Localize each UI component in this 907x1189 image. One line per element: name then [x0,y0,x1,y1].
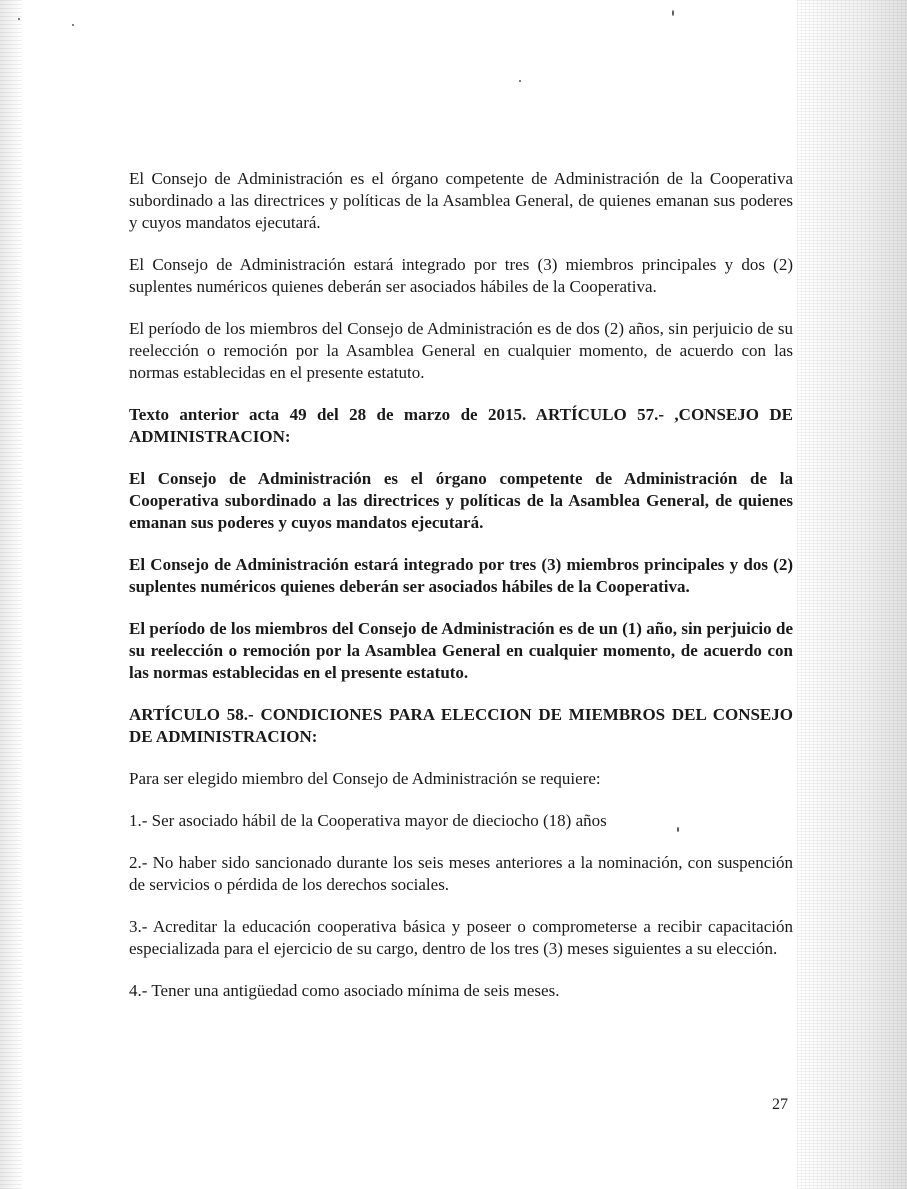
paragraph-consejo-periodo: El período de los miembros del Consejo de Administración es de dos (2) años, sin perjuicio de su reelección o remoción por la Asamblea General en cualquier momento, de acuerdo con las normas establecidas en el presente estatuto. [129,319,793,382]
paragraph-requisitos-intro: Para ser elegido miembro del Consejo de Administración se requiere: [129,769,601,788]
list-item-requisito-3: 3.- Acreditar la educación cooperativa básica y poseer o comprometerse a recibir capacitación especializada para el ejercicio de su cargo, dentro de los tres (3) meses siguientes a su elección. [129,917,793,958]
paragraph-consejo-integracion: El Consejo de Administración estará integrado por tres (3) miembros principales y dos (2) suplentes numéricos quienes deberán ser asociados hábiles de la Cooperativa. [129,255,793,296]
heading-articulo-58: ARTÍCULO 58.- CONDICIONES PARA ELECCION DE MIEMBROS DEL CONSEJO DE ADMINISTRACION: [129,705,793,746]
paragraph-anterior-periodo: El período de los miembros del Consejo de Administración es de un (1) año, sin perjuicio de su reelección o remoción por la Asamblea General en cualquier momento, de acuerdo con las normas establecidas en el presente estatuto. [129,619,793,682]
paragraph-consejo-definicion: El Consejo de Administración es el órgano competente de Administración de la Cooperativa subordinado a las directrices y políticas de la Asamblea General, de quienes emanan sus poderes y cuyos mandatos ejecutará. [129,169,793,232]
list-item-requisito-4: 4.- Tener una antigüedad como asociado mínima de seis meses. [129,981,560,1000]
scan-speck [18,18,20,20]
document-body [129,168,793,1022]
scan-speck [72,24,74,26]
scan-speck [672,10,674,16]
heading-texto-anterior: Texto anterior acta 49 del 28 de marzo de 2015. ARTÍCULO 57.- ,CONSEJO DE ADMINISTRACION: [129,405,793,446]
scan-speck [519,80,521,82]
paragraph-anterior-definicion: El Consejo de Administración es el órgano competente de Administración de la Cooperativa subordinado a las directrices y políticas de la Asamblea General, de quienes emanan sus poderes y cuyos mandatos ejecutará. [129,469,793,532]
scan-edge-left [0,0,22,1189]
page-number: 27 [772,1096,788,1113]
list-item-requisito-1: 1.- Ser asociado hábil de la Cooperativa mayor de dieciocho (18) años [129,811,607,830]
paragraph-anterior-integracion: El Consejo de Administración estará integrado por tres (3) miembros principales y dos (2) suplentes numéricos quienes deberán ser asociados hábiles de la Cooperativa. [129,555,793,596]
list-item-requisito-2: 2.- No haber sido sancionado durante los seis meses anteriores a la nominación, con suspención de servicios o pérdida de los derechos sociales. [129,853,793,894]
scan-edge-right [797,0,907,1189]
